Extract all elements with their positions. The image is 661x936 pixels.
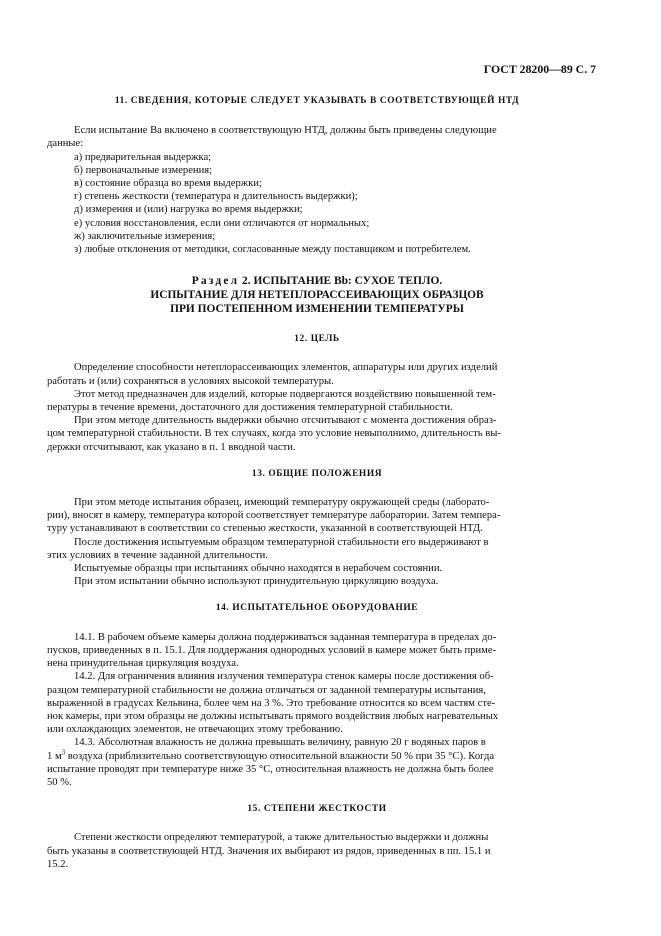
paragraph-line: При этом методе испытания образец, имеющий температуру окружающей среды (лаборато- (74, 497, 490, 509)
paragraph-line: туру устанавливают в соответствии со степенью жесткости, указанной в соответствующей НТД. (47, 523, 483, 535)
section-15-title: 15. СТЕПЕНИ ЖЕСТКОСТИ (247, 804, 387, 815)
section-2-heading-line2: ИСПЫТАНИЕ ДЛЯ НЕТЕПЛОРАССЕИВАЮЩИХ ОБРАЗЦОВ (150, 289, 484, 302)
page-body (47, 60, 587, 871)
document-reference: ГОСТ 28200—89 С. 7 (483, 62, 596, 76)
paragraph-line: выраженной в градусах Кельвина, более чем на 3 %. Это требование относится ко всем частям сте- (47, 697, 496, 709)
list-item: г) степень жесткости (температура и длительность выдержки); (74, 191, 358, 203)
section-11-title: 11. СВЕДЕНИЯ, КОТОРЫЕ СЛЕДУЕТ УКАЗЫВАТЬ В СООТВЕТСТВУЮЩЕЙ НТД (114, 96, 520, 106)
paragraph-line: При этом методе длительность выдержки обычно отсчитывают с момента достижения образ- (74, 415, 497, 427)
paragraph-line: 14.1. В рабочем объеме камеры должна поддерживаться заданная температура в пределах до- (74, 631, 497, 643)
paragraph-line: Степени жесткости определяют температурой, а также длительностью выдержки и должны (74, 832, 489, 844)
paragraph-line: цом температурной стабильности. В тех случаях, когда это условие невыполнимо, длительность вы- (47, 428, 501, 440)
paragraph-line: Определение способности нетеплорассеивающих элементов, аппаратуры или других изделий (74, 362, 498, 374)
list-item: б) первоначальные измерения; (74, 164, 213, 176)
paragraph-line (47, 747, 587, 763)
section-2-heading-line3: ПРИ ПОСТЕПЕННОМ ИЗМЕНЕНИИ ТЕМПЕРАТУРЫ (170, 303, 464, 316)
section-2-title: 2. ИСПЫТАНИЕ Bb: СУХОЕ ТЕПЛО. (239, 275, 443, 288)
paragraph-line: держки отсчитывают, как указано в п. 1 вводной части. (47, 441, 296, 453)
section-2-heading (47, 274, 587, 288)
paragraph-line: или охлаждающих элементов, не отвечающих этому требованию. (47, 724, 343, 736)
paragraph-line: После достижения испытуемым образцом температурной стабильности его выдерживают в (74, 536, 489, 548)
paragraph-line: нена принудительная циркуляция воздуха. (47, 658, 239, 670)
paragraph-line: пусков, приведенных в п. 15.1. Для поддержания однородных условий в камере может быть приме- (47, 644, 497, 656)
paragraph-line: пературы в течение времени, достаточного для достижения температурной стабильности. (47, 402, 453, 414)
paragraph-line: 14.3. Абсолютная влажность не должна превышать величину, равную 20 г водяных паров в (74, 737, 486, 749)
list-item: д) измерения и (или) нагрузка во время выдержки; (74, 204, 303, 216)
unit-text: 1 м (47, 750, 62, 762)
paragraph-line: 14.2. Для ограничения влияния излучения температура стенок камеры после достижения об- (74, 671, 494, 683)
paragraph-line: Этот метод предназначен для изделий, которые подвергаются воздействию повышенной тем- (74, 388, 496, 400)
paragraph-line: разцом температурной стабильности не должна отличаться от заданной температуры испытания, (47, 684, 486, 696)
list-item: а) предварительная выдержка; (74, 151, 212, 163)
paragraph-line: 15.2. (47, 858, 69, 870)
line-text: воздуха (приблизительно соответствующую относительной влажности 50 % при 35 °С). Когда (65, 750, 495, 762)
paragraph-line: нок камеры, при этом образцы не должны испытывать прямого воздействия любых нагревательных (47, 710, 499, 722)
section-13-title: 13. ОБЩИЕ ПОЛОЖЕНИЯ (251, 468, 383, 479)
list-item: е) условия восстановления, если они отличаются от нормальных; (74, 217, 370, 229)
section-11-intro-cont: данные: (47, 138, 84, 150)
paragraph-line: работать и (или) сохраняться в условиях высокой температуры. (47, 375, 334, 387)
section-11-intro: Если испытание Ва включено в соответствующую НТД, должны быть приведены следующие (74, 125, 497, 137)
paragraph-line: 50 %. (47, 776, 72, 788)
list-item: з) любые отклонения от методики, согласованные между поставщиком и потребителем. (74, 244, 471, 256)
paragraph-line: При этом испытании обычно используют принудительную циркуляцию воздуха. (74, 576, 439, 588)
paragraph-line: Испытуемые образцы при испытаниях обычно находятся в нерабочем состоянии. (74, 563, 443, 575)
superscript: 3 (61, 747, 66, 756)
paragraph-line: рии), вносят в камеру, температура которой соответствует температуре лаборатории. Затем темпера- (47, 510, 501, 522)
section-14-title: 14. ИСПЫТАТЕЛЬНОЕ ОБОРУДОВАНИЕ (215, 603, 419, 614)
section-12-title: 12. ЦЕЛЬ (294, 334, 340, 345)
section-label: Раздел (191, 275, 240, 288)
list-item: в) состояние образца во время выдержки; (74, 178, 262, 190)
paragraph-line: быть указаны в соответствующей НТД. Значения их выбирают из рядов, приведенных в пп. 15.1 и (47, 845, 491, 857)
paragraph-line: этих условиях в течение заданной длительности. (47, 549, 268, 561)
paragraph-line: испытание проводят при температуре ниже 35 °С, относительная влажность не должна быть более (47, 763, 494, 775)
list-item: ж) заключительные измерения; (74, 230, 216, 242)
